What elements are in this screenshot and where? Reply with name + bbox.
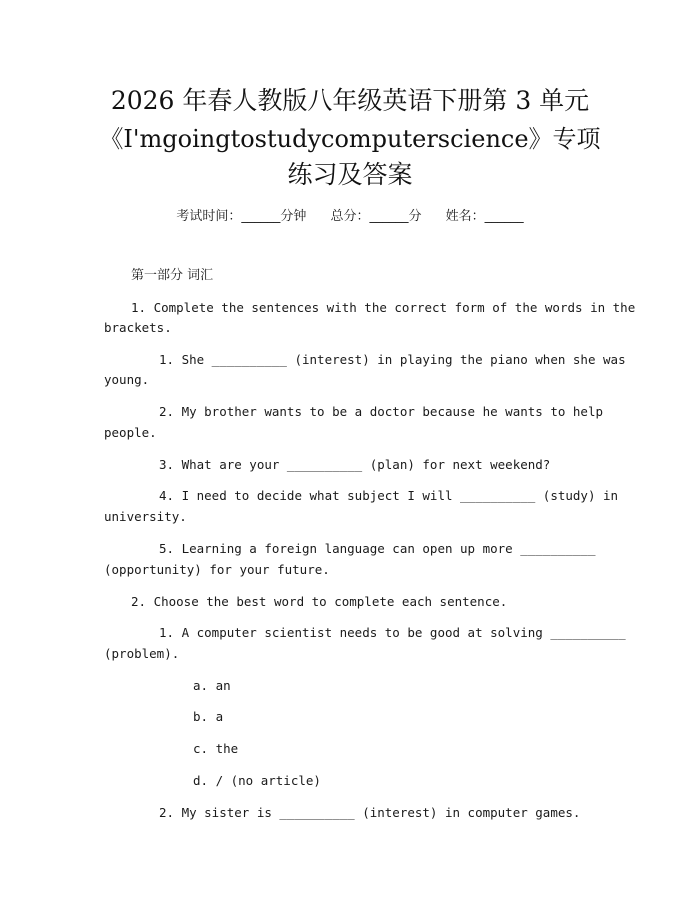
exam-time: 考试时间：______分钟 [176,209,307,224]
q1-item-4: 4. I need to decide what subject I will __________ (study) in [159,488,619,503]
q1-item-1-cont: young. [104,372,150,387]
q2-item-1-cont: (problem). [104,646,180,661]
exam-score: 总分：______分 [330,209,422,224]
question-1-stem-cont: brackets. [104,320,172,335]
q1-item-5: 5. Learning a foreign language can open up more __________ [159,541,596,556]
q1-item-2: 2. My brother wants to be a doctor because he wants to help [159,404,604,419]
q2-item-2: 2. My sister is __________ (interest) in computer games. [159,805,581,820]
title-line-1: 2026 年春人教版八年级英语下册第 3 单元 [110,86,590,115]
q2-item-1: 1. A computer scientist needs to be good at solving __________ [159,625,626,640]
q1-item-2-cont: people. [104,425,157,440]
q1-item-4-cont: university. [104,509,187,524]
exam-meta [0,205,700,224]
q1-item-1: 1. She __________ (interest) in playing the piano when she was [159,352,626,367]
title-line-3: 练习及答案 [287,160,413,189]
question-1-stem: 1. Complete the sentences with the correct form of the words in the [131,300,636,315]
q2-option-c: c. the [193,741,239,756]
q1-item-3: 3. What are your __________ (plan) for next weekend? [159,457,551,472]
q1-item-5-cont: (opportunity) for your future. [104,562,330,577]
q2-option-d: d. / (no article) [193,773,321,788]
question-2-stem: 2. Choose the best word to complete each sentence. [131,594,508,609]
student-name: 姓名：______ [445,209,524,224]
section-heading: 第一部分 词汇 [131,268,214,283]
q2-option-b: b. a [193,709,224,724]
title-line-2: 《I'mgoingtostudycomputerscience》专项 [99,125,601,153]
q2-option-a: a. an [193,678,231,693]
